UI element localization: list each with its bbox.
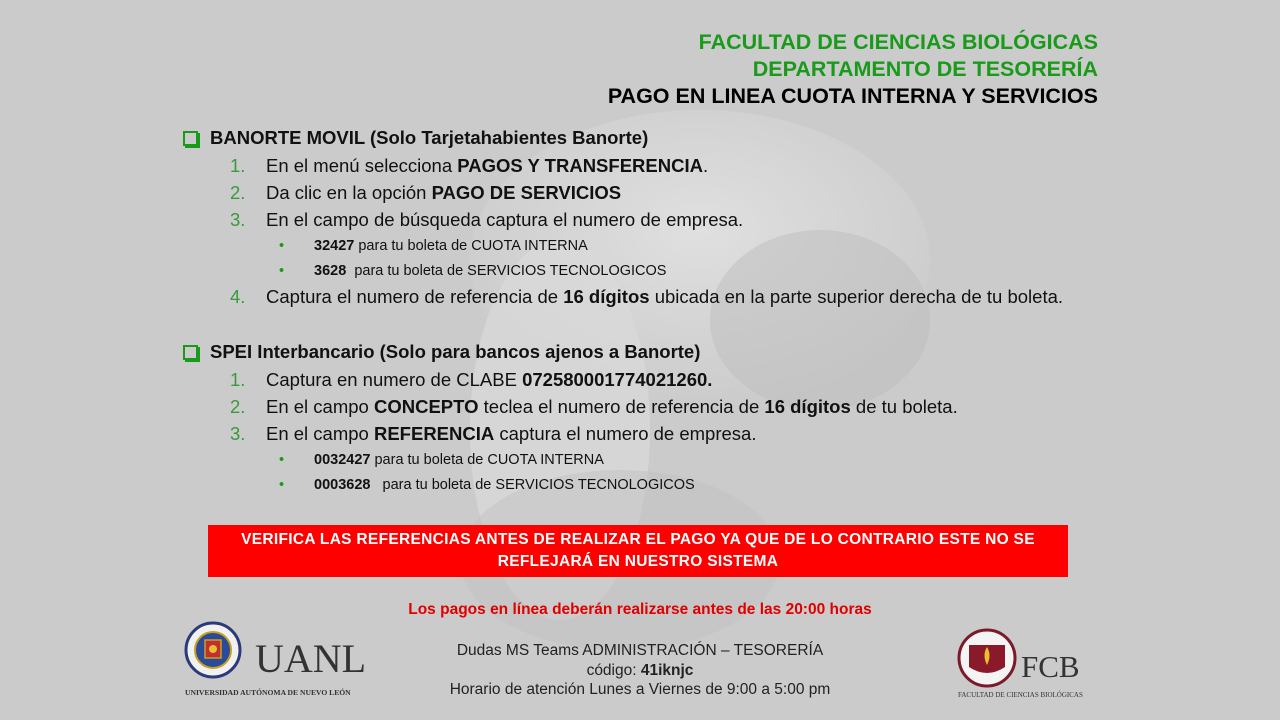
faculty-title: FACULTAD DE CIENCIAS BIOLÓGICAS (698, 30, 1098, 54)
page-header (608, 29, 1098, 110)
checkbox-bullet-icon (183, 131, 198, 146)
fcb-logo (955, 625, 1095, 705)
list-item: 3. En el campo de búsqueda captura el numero de empresa. (230, 209, 744, 230)
svg-text:FACULTAD DE CIENCIAS BIOLÓGICA: FACULTAD DE CIENCIAS BIOLÓGICAS (958, 691, 1083, 699)
deadline-notice: Los pagos en línea deberán realizarse antes de las 20:00 horas (408, 601, 872, 618)
list-item: • 32427 para tu boleta de CUOTA INTERNA (279, 238, 588, 254)
banorte-steps (183, 155, 1096, 230)
list-item: • 0032427 para tu boleta de CUOTA INTERNA (279, 452, 604, 468)
list-item: 4. Captura el numero de referencia de 16 dígitos ubicada en la parte superior derecha de tu boleta. (230, 286, 1064, 307)
list-item: • 3628 para tu boleta de SERVICIOS TECNOLOGICOS (279, 263, 667, 279)
svg-text:UNIVERSIDAD AUTÓNOMA DE NUEVO: UNIVERSIDAD AUTÓNOMA DE NUEVO LEÓN (185, 688, 351, 697)
svg-text:UANL: UANL (255, 636, 367, 681)
checkbox-bullet-icon (183, 345, 198, 360)
list-item: 2. Da clic en la opción PAGO DE SERVICIOS (230, 182, 622, 203)
list-item: 2. En el campo CONCEPTO teclea el numero de referencia de 16 dígitos de tu boleta. (230, 396, 958, 417)
spei-steps (183, 369, 958, 444)
spei-section (183, 341, 958, 494)
list-item: 1. Captura en numero de CLABE 072580001774021260. (230, 369, 713, 390)
svg-text:FCB: FCB (1021, 649, 1080, 684)
contact-info: Dudas MS Teams ADMINISTRACIÓN – TESORERÍA código: 41iknjc Horario de atención Lunes a Viernes de 9:00 a 5:00 pm (449, 642, 831, 698)
banorte-steps-continued (183, 286, 1096, 307)
list-item: • 0003628 para tu boleta de SERVICIOS TECNOLOGICOS (279, 477, 695, 493)
teams-code: 41iknjc (640, 661, 694, 679)
document-title: PAGO EN LINEA CUOTA INTERNA Y SERVICIOS (607, 84, 1098, 108)
warning-banner: VERIFICA LAS REFERENCIAS ANTES DE REALIZAR EL PAGO YA QUE DE LO CONTRARIO ESTE NO SE REFLEJARÁ EN NUESTRO SISTEMA (208, 525, 1068, 577)
spei-company-numbers (183, 451, 958, 494)
banorte-title: BANORTE MOVIL (Solo Tarjetahabientes Banorte) (183, 127, 1096, 149)
department-title: DEPARTAMENTO DE TESORERÍA (752, 57, 1098, 81)
list-item: 3. En el campo REFERENCIA captura el numero de empresa. (230, 423, 757, 444)
banorte-section (183, 127, 1096, 307)
list-item: 1. En el menú selecciona PAGOS Y TRANSFERENCIA. (230, 155, 709, 176)
banorte-company-numbers (183, 237, 1096, 280)
uanl-logo (183, 620, 373, 700)
spei-title: SPEI Interbancario (Solo para bancos ajenos a Banorte) (183, 341, 958, 363)
